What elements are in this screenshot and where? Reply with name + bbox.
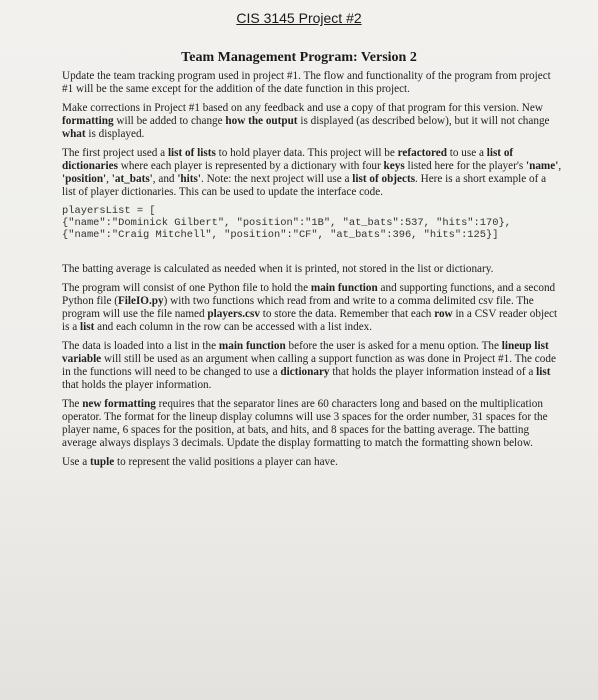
bold-run: 'name' (526, 160, 559, 172)
document-body (62, 70, 562, 475)
spacer (62, 241, 562, 263)
bold-run: list of lists (167, 147, 216, 159)
bold-run: formatting (62, 115, 114, 127)
bold-run: list of dictionaries (62, 147, 514, 172)
bold-run: tuple (89, 456, 115, 468)
bold-run: dictionary (280, 366, 330, 378)
bold-run: 'at_bats' (111, 173, 153, 185)
bold-run: what (62, 128, 86, 140)
text-run: to represent the valid positions a player can have. (114, 456, 338, 468)
text-run: ) with two functions which read from and write to a comma delimited csv file. The program will use the file named (62, 295, 534, 320)
bold-run: refactored (397, 147, 447, 159)
text-run: is displayed (as described below), but it will not change (297, 115, 550, 127)
section-heading: Team Management Program: Version 2 (181, 50, 417, 65)
code-line: playersList = [ (62, 205, 156, 217)
bold-run: how the output (225, 115, 298, 127)
bold-run: 'position' (62, 173, 107, 185)
text-run: before the user is asked for a menu option. The (285, 340, 502, 352)
text-run: that holds the player information instead of a (329, 366, 537, 378)
bold-run: main function (218, 340, 286, 352)
bold-run: list of objects (352, 173, 416, 185)
text-run: to use a (446, 147, 487, 159)
bold-run: main function (310, 282, 378, 294)
text-run: will still be used as an argument when calling a support function as was done in Project #1. The code in the functions will need to be changed to use a (62, 353, 556, 378)
bold-run: players.csv (207, 308, 260, 320)
text-run: The data is loaded into a list in the (62, 340, 219, 352)
text-run: will be added to change (113, 115, 226, 127)
text-run: in a CSV reader object is a (62, 308, 558, 333)
bold-run: list (536, 366, 551, 378)
text-run: Make corrections in Project #1 based on any feedback and use a copy of that program for this version. New (62, 102, 543, 114)
text-run: The (62, 398, 83, 410)
text-run: requires that the separator lines are 60 characters long and based on the multiplication operator. The format for the lineup display columns will use 3 spaces for the order number, 31 spaces for the player name, 6 spaces for the position, at bats, and hits, and 8 spaces for the batting average. The batting average always displays 3 decimals. Update the display formatting to match the formatting shown below. (62, 398, 548, 449)
paragraph-3 (62, 147, 562, 199)
text-run: that holds the player information. (62, 379, 212, 391)
paragraph-8 (62, 456, 562, 469)
bold-run: new formatting (82, 398, 156, 410)
paragraph-1: Update the team tracking program used in project #1. The flow and functionality of the program from project #1 will be the same except for the addition of the date function in this project. (62, 70, 551, 95)
paragraph-2 (62, 102, 562, 141)
text-run: The first project used a (62, 147, 168, 159)
text-run: The program will consist of one Python file to hold the (62, 282, 311, 294)
text-run: Use a (62, 456, 90, 468)
text-run: where each player is represented by a dictionary with four (117, 160, 384, 172)
bold-run: keys (383, 160, 405, 172)
bold-run: 'hits' (177, 173, 201, 185)
paragraph-5 (62, 282, 562, 334)
text-run: . Note: the next project will use a (200, 173, 353, 185)
text-run: and each column in the row can be accessed with a list index. (94, 321, 373, 333)
text-run: , (558, 160, 562, 172)
text-run: and supporting functions, and a second Python file ( (62, 282, 556, 307)
text-run: , and (152, 173, 178, 185)
bold-run: list (80, 321, 95, 333)
bold-run: FileIO.py (117, 295, 164, 307)
text-run: to store the data. Remember that each (259, 308, 435, 320)
text-run: is displayed. (85, 128, 145, 140)
paragraph-7 (62, 398, 562, 450)
bold-run: row (434, 308, 453, 320)
code-line: {"name":"Craig Mitchell", "position":"CF", "at_bats":396, "hits":125}] (62, 229, 499, 241)
text-run: to hold player data. This project will be (215, 147, 398, 159)
bold-run: lineup list variable (62, 340, 549, 365)
code-block (62, 205, 562, 241)
text-run: . Here is a short example of a list of player dictionaries. This can be used to update the interface code. (62, 173, 547, 198)
document-title: CIS 3145 Project #2 (236, 10, 362, 26)
paragraph-4: The batting average is calculated as needed when it is printed, not stored in the list or dictionary. (62, 263, 494, 275)
text-run: listed here for the player's (404, 160, 526, 172)
code-line: {"name":"Dominick Gilbert", "position":"1B", "at_bats":537, "hits":170}, (62, 217, 511, 229)
paragraph-6 (62, 340, 562, 392)
text-run: , (106, 173, 112, 185)
